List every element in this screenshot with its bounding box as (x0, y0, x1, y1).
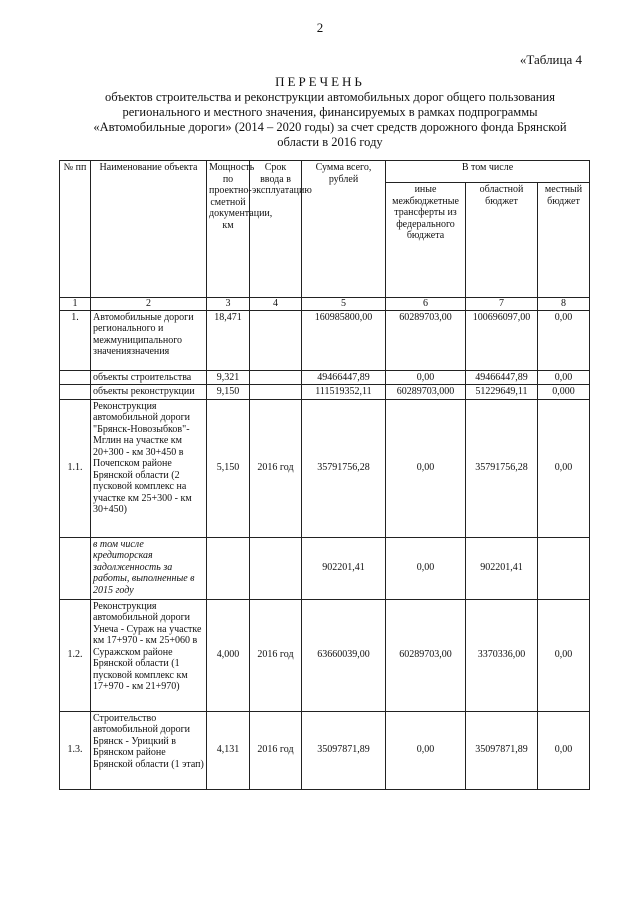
row-fed: 60289703,00 (386, 599, 466, 711)
row-name: объекты строительства (91, 370, 207, 385)
header-loc: местный бюджет (538, 183, 590, 298)
col-number: 3 (207, 298, 250, 311)
table-row (60, 310, 590, 370)
subtitle-line: регионального и местного значения, финансируемых в рамках подпрограммы (122, 105, 538, 119)
row-fed: 0,00 (386, 370, 466, 385)
col-number: 8 (538, 298, 590, 311)
document-title: ПЕРЕЧЕНЬ (275, 74, 365, 89)
row-num: 1.3. (60, 711, 91, 789)
row-reg: 35791756,28 (466, 399, 538, 537)
row-name: Реконструкция автомобильной дороги "Брянск-Новозыбков"-Мглин на участке км 20+300 - км 30+450 в Почепском районе Брянской области (2 пусковой комплекс на участке км 25+300 - км 30+450) (91, 399, 207, 537)
header-num: № пп (60, 161, 91, 298)
row-sum: 111519352,11 (302, 385, 386, 400)
row-loc: 0,000 (538, 385, 590, 400)
row-fed: 60289703,000 (386, 385, 466, 400)
row-power (207, 537, 250, 599)
row-power: 9,321 (207, 370, 250, 385)
header-reg: областной бюджет (466, 183, 538, 298)
subtitle-line: «Автомобильные дороги» (2014 – 2020 годы) за счет средств дорожного фонда Брянской (93, 120, 567, 134)
row-reg: 3370336,00 (466, 599, 538, 711)
row-name: Строительство автомобильной дороги Брянск - Урицкий в Брянском районе Брянской области (1 этап) (91, 711, 207, 789)
row-sum: 160985800,00 (302, 310, 386, 370)
row-loc: 0,00 (538, 399, 590, 537)
row-loc: 0,00 (538, 310, 590, 370)
row-term (250, 370, 302, 385)
row-loc: 0,00 (538, 599, 590, 711)
row-loc: 0,00 (538, 711, 590, 789)
page-number: 2 (316, 20, 324, 35)
row-power: 5,150 (207, 399, 250, 537)
row-term (250, 310, 302, 370)
row-power: 18,471 (207, 310, 250, 370)
row-loc (538, 537, 590, 599)
table-row (60, 711, 590, 789)
row-term (250, 385, 302, 400)
table-row (60, 385, 590, 400)
row-term (250, 537, 302, 599)
col-number: 4 (250, 298, 302, 311)
row-sum: 63660039,00 (302, 599, 386, 711)
column-numbers-row (60, 298, 590, 311)
row-fed: 0,00 (386, 399, 466, 537)
row-reg: 35097871,89 (466, 711, 538, 789)
col-number: 6 (386, 298, 466, 311)
row-term: 2016 год (250, 399, 302, 537)
row-num: 1.1. (60, 399, 91, 537)
col-number: 2 (91, 298, 207, 311)
table-row (60, 399, 590, 537)
row-reg: 49466447,89 (466, 370, 538, 385)
row-fed: 0,00 (386, 711, 466, 789)
row-sum: 35791756,28 (302, 399, 386, 537)
row-num (60, 537, 91, 599)
header-power: Мощность по проектно-сметной документации, км (207, 161, 250, 298)
row-sum: 902201,41 (302, 537, 386, 599)
col-number: 5 (302, 298, 386, 311)
row-power: 9,150 (207, 385, 250, 400)
row-name: Реконструкция автомобильной дороги Унеча - Сураж на участке км 17+970 - км 25+060 в Суражском районе Брянской области (1 пусковой комплекс км 17+970 - км 21+970) (91, 599, 207, 711)
header-fed: иные межбюджетные трансферты из федерального бюджета (386, 183, 466, 298)
objects-table (59, 160, 590, 790)
table-reference: «Таблица 4 (519, 52, 582, 67)
header-incl: В том числе (386, 161, 590, 183)
table-row (60, 599, 590, 711)
row-name: Автомобильные дороги регионального и межмуниципального значениязначения (91, 310, 207, 370)
row-num (60, 385, 91, 400)
subtitle-line: объектов строительства и реконструкции автомобильных дорог общего пользования (105, 90, 555, 104)
row-sum: 35097871,89 (302, 711, 386, 789)
row-term: 2016 год (250, 599, 302, 711)
header-row (60, 161, 590, 183)
document-subtitle (70, 90, 590, 150)
row-name: объекты реконструкции (91, 385, 207, 400)
row-fed: 0,00 (386, 537, 466, 599)
row-term: 2016 год (250, 711, 302, 789)
row-num (60, 370, 91, 385)
row-reg: 902201,41 (466, 537, 538, 599)
row-num: 1. (60, 310, 91, 370)
header-name: Наименование объекта (91, 161, 207, 298)
col-number: 7 (466, 298, 538, 311)
table-row (60, 537, 590, 599)
subtitle-line: области в 2016 году (277, 135, 383, 149)
table-row (60, 370, 590, 385)
row-num: 1.2. (60, 599, 91, 711)
row-power: 4,131 (207, 711, 250, 789)
row-fed: 60289703,00 (386, 310, 466, 370)
row-sum: 49466447,89 (302, 370, 386, 385)
col-number: 1 (60, 298, 91, 311)
header-sum: Сумма всего, рублей (302, 161, 386, 298)
row-power: 4,000 (207, 599, 250, 711)
row-reg: 51229649,11 (466, 385, 538, 400)
row-loc: 0,00 (538, 370, 590, 385)
header-term: Срок ввода в эксплуатацию (250, 161, 302, 298)
row-name: в том числе кредиторская задолженность за работы, выполненные в 2015 году (91, 537, 207, 599)
row-reg: 100696097,00 (466, 310, 538, 370)
